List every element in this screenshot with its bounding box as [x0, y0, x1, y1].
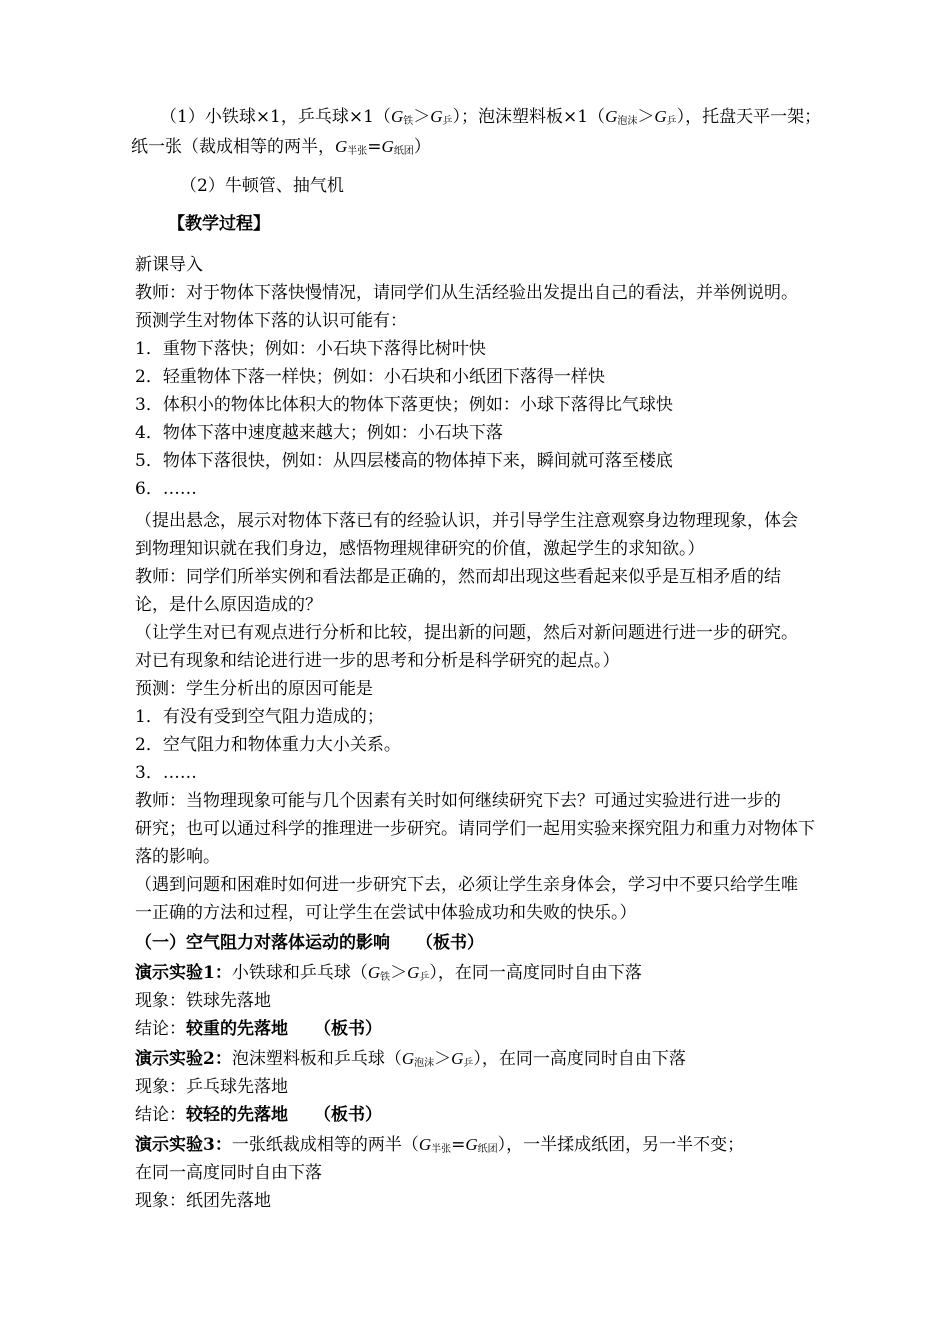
text: ）: [413, 137, 431, 157]
gt-symbol: ＞: [390, 963, 408, 983]
list-item: 3．……: [135, 763, 197, 783]
g-symbol: G: [451, 1049, 464, 1068]
g-symbol: G: [381, 137, 394, 156]
subscript: 纸团: [393, 146, 414, 157]
g-symbol: G: [418, 1135, 432, 1154]
list-item: 2．轻重物体下落一样快；例如：小石块和小纸团下落得一样快: [135, 367, 605, 387]
experiment-1: [135, 961, 642, 990]
g-symbol: G: [407, 963, 420, 982]
paragraph-line: 新课导入: [135, 255, 203, 275]
text: （1）小铁球×1，乒乓球×1（: [160, 107, 391, 127]
paragraph-line: （让学生对已有观点进行分析和比较，提出新的问题，然后对新问题进行进一步的研究。: [135, 623, 798, 643]
g-symbol: G: [401, 1049, 415, 1068]
experiment-1-conclusion: [135, 1017, 382, 1041]
list-item: 2．空气阻力和物体重力大小关系。: [135, 735, 401, 755]
subscript: 铁: [380, 972, 391, 983]
text: 小铁球和乒乓球（: [231, 963, 368, 983]
text: ），在同一高度同时自由下落: [473, 1049, 686, 1069]
g-symbol: G: [654, 107, 667, 126]
text: ），一半揉成纸团，另一半不变；: [497, 1135, 745, 1155]
g-symbol: G: [430, 107, 443, 126]
g-symbol: G: [390, 107, 404, 126]
subscript: 乒: [442, 116, 453, 127]
gt-symbol: ＞: [413, 107, 431, 127]
g-symbol: G: [335, 137, 348, 156]
label: 结论：: [135, 1105, 186, 1125]
subscript: 纸团: [477, 1144, 498, 1155]
board-tag: （板书）: [314, 1105, 382, 1125]
conclusion-text: 较重的先落地: [186, 1019, 288, 1039]
experiment-label: 演示实验3：: [135, 1135, 232, 1155]
subsection-heading: [135, 931, 484, 955]
paragraph-line: 论，是什么原因造成的？: [135, 595, 322, 615]
g-symbol: G: [367, 963, 381, 982]
materials-item-1: [160, 105, 821, 134]
subscript: 泡沫: [414, 1058, 435, 1069]
text: ）；泡沫塑料板×1（: [452, 107, 606, 127]
text: ），在同一高度同时自由下落: [429, 963, 642, 983]
gt-symbol: ＞: [637, 107, 655, 127]
subscript: 半张: [431, 1144, 452, 1155]
experiment-3: [135, 1133, 744, 1162]
paragraph-line: 落的影响。: [135, 847, 220, 867]
eq-symbol: =: [367, 137, 382, 157]
text: 泡沫塑料板和乒乓球（: [231, 1049, 402, 1069]
list-item: 4．物体下落中速度越来越大；例如：小石块下落: [135, 423, 503, 443]
text: 一张纸裁成相等的两半（: [231, 1135, 419, 1155]
subscript: 乒: [666, 116, 677, 127]
g-symbol: G: [605, 107, 618, 126]
paragraph-line: （遇到问题和困难时如何进一步研究下去，必须让学生亲身体会，学习中不要只给学生唯: [135, 875, 798, 895]
experiment-2: [135, 1047, 686, 1076]
text: 纸一张（裁成相等的两半，: [131, 137, 335, 157]
paragraph-line: （提出悬念，展示对物体下落已有的经验认识，并引导学生注意观察身边物理现象，体会: [135, 511, 798, 531]
experiment-label: 演示实验1：: [135, 963, 232, 983]
subscript: 乒: [463, 1058, 474, 1069]
list-item: 6．……: [135, 479, 197, 499]
subscript: 泡沫: [617, 116, 638, 127]
paragraph-line: 教师：对于物体下落快慢情况，请同学们从生活经验出发提出自己的看法，并举例说明。: [135, 283, 798, 303]
paragraph-line: 教师：同学们所举实例和看法都是正确的，然而却出现这些看起来似乎是互相矛盾的结: [135, 567, 781, 587]
list-item: 1．重物下落快；例如：小石块下落得比树叶快: [135, 339, 486, 359]
paragraph-line: 一正确的方法和过程，可让学生在尝试中体验成功和失败的快乐。）: [135, 903, 637, 923]
gt-symbol: ＞: [434, 1049, 452, 1069]
list-item: 5．物体下落很快，例如：从四层楼高的物体掉下来，瞬间就可落至楼底: [135, 451, 673, 471]
experiment-label: 演示实验2：: [135, 1049, 232, 1069]
paragraph-line: 对已有现象和结论进行进一步的思考和分析是科学研究的起点。）: [135, 651, 620, 671]
g-symbol: G: [465, 1135, 478, 1154]
list-item: 3．体积小的物体比体积大的物体下落更快；例如：小球下落得比气球快: [135, 395, 673, 415]
board-tag: （板书）: [314, 1019, 382, 1039]
paragraph-line: 预测：学生分析出的原因可能是: [135, 679, 373, 699]
label: 结论：: [135, 1019, 186, 1039]
subscript: 半张: [347, 146, 368, 157]
paragraph-line: 教师：当物理现象可能与几个因素有关时如何继续研究下去？可通过实验进行进一步的: [135, 791, 781, 811]
text: ），托盘天平一架；: [676, 107, 822, 127]
subscript: 乒: [419, 972, 430, 983]
list-item: 1．有没有受到空气阻力造成的；: [135, 707, 384, 727]
board-tag: （板书）: [416, 933, 484, 953]
materials-item-1-line2: [131, 135, 431, 164]
experiment-2-conclusion: [135, 1103, 382, 1127]
paragraph-line: 研究；也可以通过科学的推理进一步研究。请同学们一起用实验来探究阻力和重力对物体下: [135, 819, 815, 839]
paragraph-line: 预测学生对物体下落的认识可能有：: [135, 311, 407, 331]
experiment-2-phenomenon: 现象：乒乓球先落地: [135, 1077, 288, 1097]
heading-text: （一）空气阻力对落体运动的影响: [135, 933, 390, 953]
section-title: 【教学过程】: [168, 214, 270, 234]
experiment-3-line2: 在同一高度同时自由下落: [135, 1163, 322, 1183]
materials-item-2: （2）牛顿管、抽气机: [180, 176, 344, 196]
eq-symbol: =: [451, 1135, 466, 1155]
experiment-3-phenomenon: 现象：纸团先落地: [135, 1191, 271, 1211]
experiment-1-phenomenon: 现象：铁球先落地: [135, 991, 271, 1011]
paragraph-line: 到物理知识就在我们身边，感悟物理规律研究的价值，激起学生的求知欲。）: [135, 539, 705, 559]
subscript: 铁: [403, 116, 414, 127]
conclusion-text: 较轻的先落地: [186, 1105, 288, 1125]
